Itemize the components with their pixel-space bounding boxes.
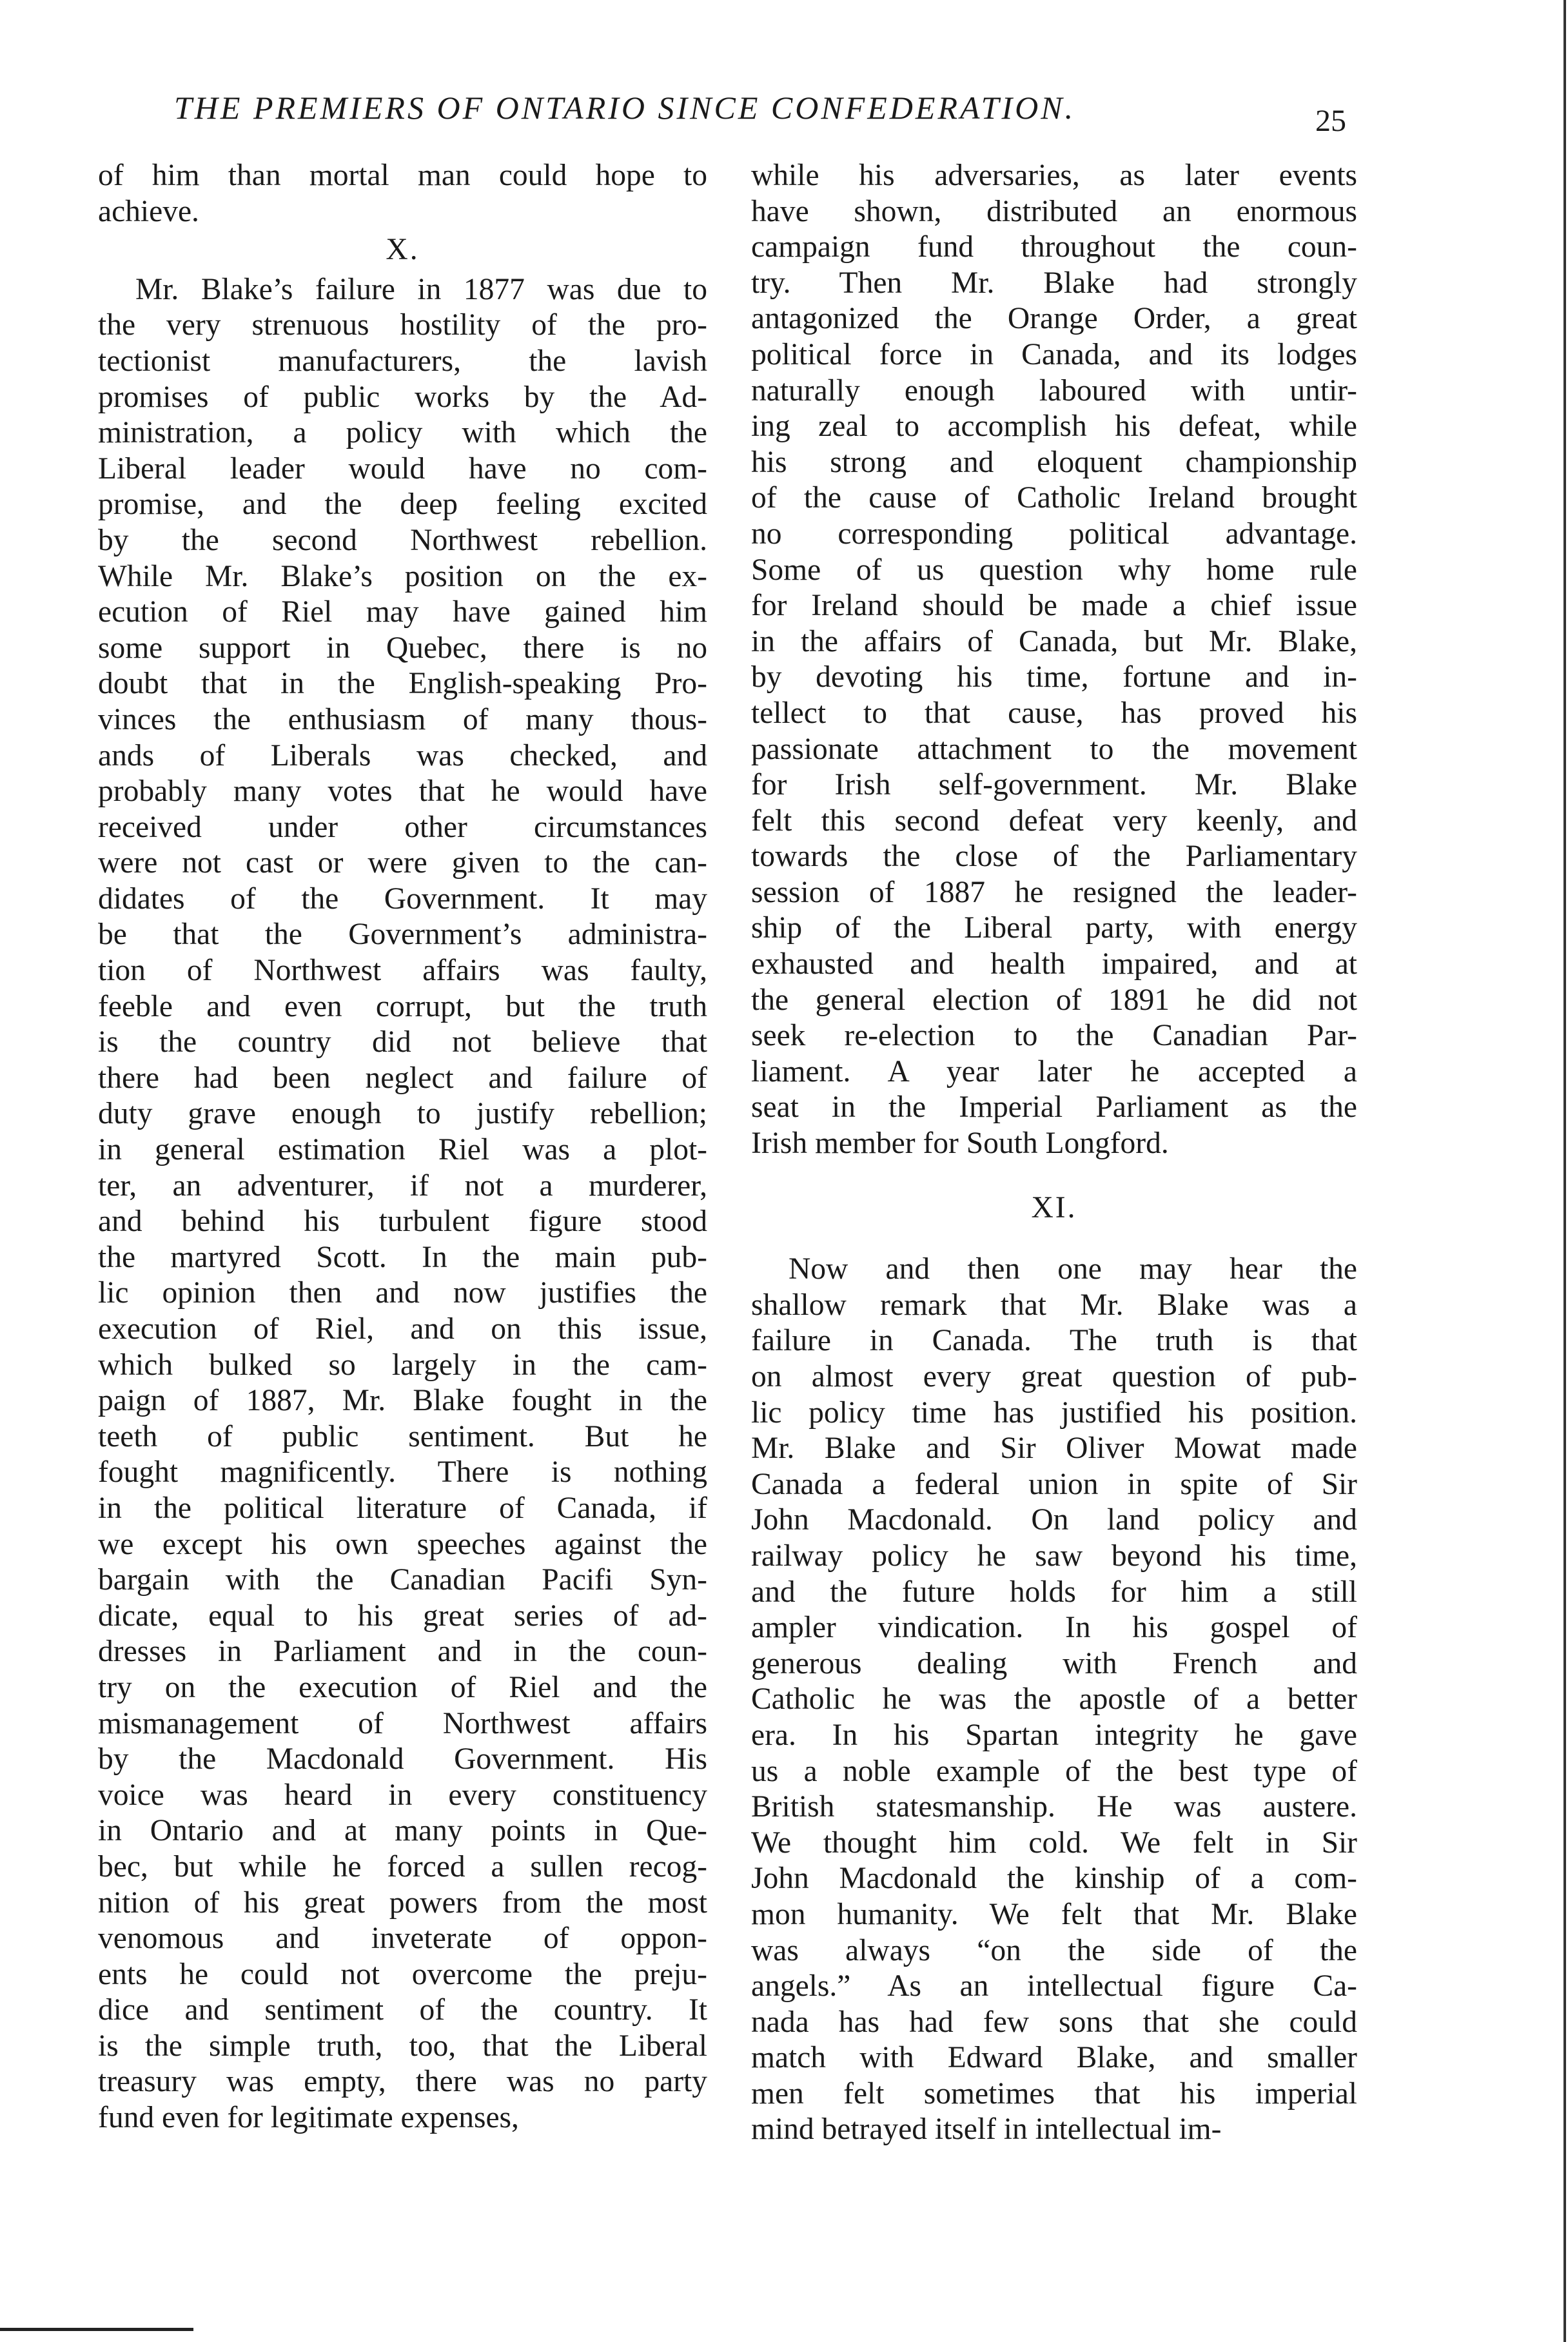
text-line: towards the close of the Parliamentary (751, 840, 1357, 874)
text-line: campaign fund throughout the coun- (751, 230, 1357, 264)
text-line: shallow remark that Mr. Blake was a (751, 1288, 1357, 1322)
text-line: political force in Canada, and its lodges (751, 337, 1357, 371)
text-line: Liberal leader would have no com- (98, 451, 707, 486)
text-line: Mr. Blake and Sir Oliver Mowat made (751, 1432, 1357, 1466)
text-line: John Macdonald the kinship of a com- (751, 1862, 1357, 1896)
text-line: liament. A year later he accepted a (751, 1054, 1357, 1088)
text-line: teeth of public sentiment. But he (98, 1419, 707, 1453)
text-line: is the simple truth, too, that the Liberal (98, 2029, 707, 2063)
text-line: while his adversaries, as later events (751, 159, 1357, 192)
text-line: failure in Canada. The truth is that (751, 1324, 1357, 1358)
text-line: in the affairs of Canada, but Mr. Blake, (751, 624, 1357, 658)
left-column (98, 158, 707, 2136)
text-line: be that the Government’s administra- (98, 918, 707, 952)
text-line: nition of his great powers from the most (98, 1885, 707, 1920)
text-line: try. Then Mr. Blake had strongly (751, 266, 1357, 300)
text-line: there had been neglect and failure of (98, 1061, 707, 1095)
text-line: bec, but while he forced a sullen recog- (98, 1849, 707, 1884)
text-line: execution of Riel, and on this issue, (98, 1312, 707, 1346)
right-paragraph-section-xi (751, 1252, 1357, 2148)
page-edge (1563, 0, 1566, 2342)
text-line: didates of the Government. It may (98, 881, 707, 916)
text-line: voice was heard in every constituency (98, 1778, 707, 1812)
text-line: lic opinion then and now justifies the (98, 1276, 707, 1310)
text-line: angels.” As an intellectual figure Ca- (751, 1969, 1357, 2003)
text-line: for Irish self-government. Mr. Blake (751, 768, 1357, 802)
text-line: era. In his Spartan integrity he gave (751, 1718, 1357, 1752)
text-line: in the political literature of Canada, if (98, 1491, 707, 1525)
text-line: Canada a federal union in spite of Sir (751, 1467, 1357, 1501)
text-line: have shown, distributed an enormous (751, 194, 1357, 228)
text-line: dice and sentiment of the country. It (98, 1993, 707, 2027)
text-line: seek re-election to the Canadian Par- (751, 1019, 1357, 1053)
left-paragraph-continued (98, 158, 707, 230)
text-line: fought magnificently. There is nothing (98, 1455, 707, 1490)
text-line: tellect to that cause, has proved his (751, 696, 1357, 730)
text-line: venomous and inveterate of oppon- (98, 1922, 707, 1956)
text-line: nada has had few sons that she could (751, 2005, 1357, 2039)
text-line: treasury was empty, there was no party (98, 2065, 707, 2099)
text-line: probably many votes that he would have (98, 774, 707, 809)
text-line: men felt sometimes that his imperial (751, 2076, 1357, 2111)
text-line: ship of the Liberal party, with energy (751, 911, 1357, 945)
text-line: ampler vindication. In his gospel of (751, 1611, 1357, 1645)
text-line: of the cause of Catholic Ireland brought (751, 481, 1357, 515)
section-heading-xi: XI. (1031, 1190, 1077, 1225)
text-line: naturally enough laboured with untir- (751, 373, 1357, 408)
text-line: fund even for legitimate expenses, (98, 2101, 519, 2135)
page-number: 25 (1315, 104, 1346, 138)
text-line: Some of us question why home rule (751, 553, 1357, 587)
text-line: by devoting his time, fortune and in- (751, 660, 1357, 694)
text-line: in Ontario and at many points in Que- (98, 1814, 707, 1848)
text-line: on almost every great question of pub- (751, 1360, 1357, 1393)
right-column (751, 158, 1357, 2148)
text-line: mismanagement of Northwest affairs (98, 1706, 707, 1740)
text-line: were not cast or were given to the can- (98, 846, 707, 880)
text-line: Now and then one may hear the (789, 1252, 1357, 1286)
text-line: the general election of 1891 he did not (751, 983, 1357, 1017)
running-head: THE PREMIERS OF ONTARIO SINCE CONFEDERATION. (174, 90, 1076, 126)
text-line: doubt that in the English-speaking Pro- (98, 667, 707, 701)
text-line: promises of public works by the Ad- (98, 380, 707, 414)
text-line: John Macdonald. On land policy and (751, 1503, 1357, 1537)
text-line: try on the execution of Riel and the (98, 1670, 707, 1704)
text-line: ter, an adventurer, if not a murderer, (98, 1168, 707, 1203)
text-line: duty grave enough to justify rebellion; (98, 1097, 707, 1131)
text-line: match with Edward Blake, and smaller (751, 2041, 1357, 2075)
text-line: us a noble example of the best type of (751, 1754, 1357, 1788)
text-line: Irish member for South Longford. (751, 1127, 1169, 1161)
text-line: tion of Northwest affairs was faulty, (98, 954, 707, 988)
text-line: achieve. (98, 194, 199, 228)
text-line: exhausted and health impaired, and at (751, 947, 1357, 981)
text-line: the very strenuous hostility of the pro- (98, 308, 707, 342)
text-line: felt this second defeat very keenly, and (751, 803, 1357, 838)
text-line: in general estimation Riel was a plot- (98, 1133, 707, 1167)
text-line: bargain with the Canadian Pacifi Syn- (98, 1563, 707, 1597)
text-line: British statesmanship. He was austere. (751, 1790, 1357, 1824)
text-line: ministration, a policy with which the (98, 416, 707, 450)
text-line: was always “on the side of the (751, 1933, 1357, 1967)
text-line: ing zeal to accomplish his defeat, while (751, 409, 1357, 444)
text-line: and behind his turbulent figure stood (98, 1205, 707, 1239)
text-line: seat in the Imperial Parliament as the (751, 1090, 1357, 1125)
text-line: mon humanity. We felt that Mr. Blake (751, 1897, 1357, 1931)
text-line: tectionist manufacturers, the lavish (98, 344, 707, 378)
text-line: which bulked so largely in the cam- (98, 1348, 707, 1382)
text-line: paign of 1887, Mr. Blake fought in the (98, 1384, 707, 1418)
text-line: promise, and the deep feeling excited (98, 487, 707, 522)
text-line: ents he could not overcome the preju- (98, 1957, 707, 1991)
bottom-edge-rule (0, 2328, 193, 2331)
text-line: and the future holds for him a still (751, 1575, 1357, 1609)
text-line: Mr. Blake’s failure in 1877 was due to (135, 272, 707, 306)
text-line: session of 1887 he resigned the leader- (751, 875, 1357, 909)
text-line: some support in Quebec, there is no (98, 631, 707, 665)
text-line: we except his own speeches against the (98, 1527, 707, 1561)
text-line: is the country did not believe that (98, 1025, 707, 1059)
text-line: We thought him cold. We felt in Sir (751, 1825, 1357, 1860)
text-line: of him than mortal man could hope to (98, 159, 707, 192)
text-line: by the Macdonald Government. His (98, 1742, 707, 1776)
text-line: vinces the enthusiasm of many thous- (98, 702, 707, 736)
text-line: dresses in Parliament and in the coun- (98, 1635, 707, 1669)
text-line: no corresponding political advantage. (751, 517, 1357, 551)
text-line: feeble and even corrupt, but the truth (98, 989, 707, 1023)
text-line: ecution of Riel may have gained him (98, 595, 707, 629)
text-line: by the second Northwest rebellion. (98, 523, 707, 557)
section-heading-x: X. (386, 233, 420, 267)
right-paragraph-continued (751, 158, 1357, 1162)
text-line: generous dealing with French and (751, 1646, 1357, 1680)
text-line: Catholic he was the apostle of a better (751, 1682, 1357, 1717)
text-line: lic policy time has justified his position. (751, 1395, 1357, 1430)
text-line: railway policy he saw beyond his time, (751, 1539, 1357, 1573)
text-line: passionate attachment to the movement (751, 732, 1357, 766)
text-line: for Ireland should be made a chief issue (751, 589, 1357, 623)
text-line: the martyred Scott. In the main pub- (98, 1240, 707, 1274)
text-line: his strong and eloquent championship (751, 445, 1357, 479)
text-line: received under other circumstances (98, 810, 707, 844)
text-line: ands of Liberals was checked, and (98, 738, 707, 772)
text-line: antagonized the Orange Order, a great (751, 302, 1357, 336)
text-line: While Mr. Blake’s position on the ex- (98, 559, 707, 593)
left-paragraph-section-x (98, 272, 707, 2136)
text-line: dicate, equal to his great series of ad- (98, 1599, 707, 1633)
text-line: mind betrayed itself in intellectual im- (751, 2112, 1222, 2147)
